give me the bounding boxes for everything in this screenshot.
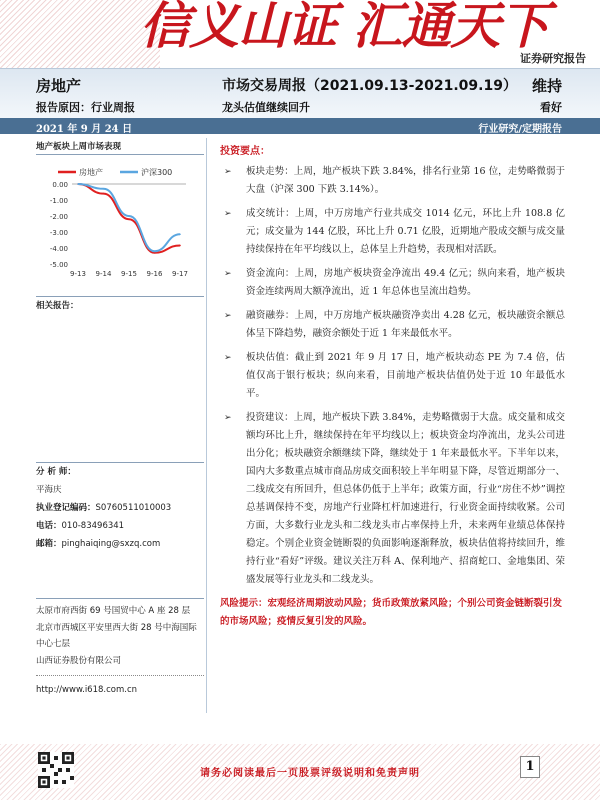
data-point (103, 188, 105, 190)
disclaimer-notice: 请务必阅读最后一页股票评级说明和免责声明 (200, 768, 420, 779)
line-chart-svg (36, 152, 196, 282)
column-divider (206, 138, 207, 713)
analyst-heading: 分 析 师： (36, 467, 76, 477)
company-name: 山西证券股份有限公司 (36, 655, 122, 666)
x-tick-label: 9-17 (172, 270, 188, 278)
legend-label: 房地产 (79, 168, 103, 177)
related-heading: 相关报告： (36, 301, 79, 311)
arrow-bullet-icon: ➢ (224, 353, 232, 363)
header-banner (0, 0, 600, 68)
data-point (154, 250, 156, 252)
company-website[interactable]: http://www.i618.com.cn (36, 685, 138, 695)
bullet-volume (220, 205, 565, 259)
report-type-label: 证券研究报告 (520, 52, 586, 65)
analyst-info (36, 462, 204, 553)
data-point (77, 183, 79, 185)
report-date: 2021 年 9 月 24 日 (36, 124, 133, 135)
risk-label: 风险提示： (220, 598, 268, 609)
series-line (78, 184, 180, 251)
y-tick-label: 0.00 (52, 181, 68, 189)
bullet-valuation (220, 349, 565, 403)
risk-warning (220, 595, 565, 631)
y-tick-label: -3.00 (49, 229, 68, 237)
series-line (78, 184, 180, 253)
x-tick-label: 9-13 (70, 270, 86, 278)
arrow-bullet-icon: ➢ (224, 167, 232, 177)
divider (36, 598, 204, 599)
phone-value: 010-83496341 (61, 521, 125, 531)
cert-line (36, 499, 204, 517)
phone-line (36, 517, 204, 535)
arrow-bullet-icon: ➢ (224, 209, 232, 219)
cert-value: S0760511010003 (95, 503, 172, 513)
banner-pattern (0, 0, 160, 68)
qr-code-icon (38, 752, 74, 788)
bullet-recommendation (220, 409, 565, 589)
report-title: 市场交易周报（2021.09.13-2021.09.19） (222, 78, 517, 94)
page-number: 1 (520, 756, 540, 778)
rating-value: 看好 (540, 101, 562, 114)
x-tick-label: 9-16 (146, 270, 163, 278)
bullet-text: 融资融券：上周，中万房地产板块融资净卖出 4.28 亿元，板块融资余额总体呈下降趋势，融资余额处于近 1 年来最低水平。 (246, 310, 565, 339)
email-label: 邮箱： (36, 539, 62, 549)
title-area (0, 68, 600, 118)
analyst-name: 平海庆 (36, 485, 62, 495)
legend-label: 沪深300 (141, 168, 173, 177)
chart-heading: 地产板块上周市场表现 (36, 142, 122, 152)
data-point (179, 245, 181, 247)
bullet-text: 资金流向：上周，房地产板块资金净流出 49.4 亿元；纵向来看，地产板块资金连续两周大额净流出，近 1 年总体也呈流出趋势。 (246, 268, 565, 297)
report-subtitle: 龙头估值继续回升 (222, 101, 310, 114)
report-category: 行业研究/定期报告 (478, 124, 562, 135)
market-performance-chart (36, 152, 196, 282)
arrow-bullet-icon: ➢ (224, 269, 232, 279)
company-address (36, 598, 204, 699)
bullet-text: 成交统计：上周，中万房地产行业共成交 1014 亿元，环比上升 108.8 亿元；成交量为 144 亿股，环比上升 0.71 亿股，近期地产股成交额与成交量持续保持在年平均线以上，总体呈上升趋势，表现相对活跃。 (246, 208, 565, 255)
address-beijing: 北京市西城区平安里西大街 28 号中海国际中心七层 (36, 622, 197, 649)
data-point (128, 218, 130, 220)
x-tick-label: 9-15 (121, 270, 137, 278)
footer (0, 744, 600, 800)
email-value[interactable]: pinghaiqing@sxzq.com (61, 539, 161, 549)
y-tick-label: -2.00 (49, 213, 68, 221)
bullet-text: 板块估值：截止到 2021 年 9 月 17 日，地产板块动态 PE 为 7.4 倍，估值仅高于银行板块；纵向来看，目前地产板块估值仍处于近 10 年最低水平。 (246, 352, 565, 399)
y-tick-label: -5.00 (49, 261, 68, 269)
arrow-bullet-icon: ➢ (224, 311, 232, 321)
address-taiyuan: 太原市府西街 69 号国贸中心 A 座 28 层 (36, 606, 191, 616)
brand-slogan: 信义山证 汇通天下 (140, 0, 549, 55)
section-title: 投资要点： (220, 146, 270, 157)
sector-name: 房地产 (36, 77, 82, 95)
x-tick-label: 9-14 (95, 270, 112, 278)
bullet-text: 投资建议：上周，地产板块下跌 3.84%，走势略微弱于大盘。成交量和成交额均环比上升，继续保持在年平均线以上；板块资金均净流出，龙头公司进出分化；板块融资余额继续下降，继续处于 1 年来最低水平。下半年以来，国内大多数重点城市商品房成交面积较上半年明显下降，尽管近期部分一、二线成交有所回升，但总体仍低于上半年；政策方面，行业“房住不炒”调控总基调保持不变，房地产行业降杠杆加速进行，行业资金面持续收紧。公司方面，大多数行业龙头和二线龙头市占率保持上升，未来两年业绩总体保持稳定。个别企业资金链断裂的负面影响逐渐释放，板块估值将持续回升，维持行业“看好”评级。建议关注万科 A、保利地产、招商蛇口、金地集团、荣盛发展等行业龙头和二线龙头。 (246, 412, 565, 585)
data-point (154, 252, 156, 254)
bullet-text: 板块走势：上周，地产板块下跌 3.84%，排名行业第 16 位，走势略微弱于大盘（沪深 300 下跌 3.14%）。 (246, 166, 565, 195)
bullet-fund-flow (220, 265, 565, 301)
date-bar (0, 118, 600, 134)
report-reason: 报告原因：行业周报 (36, 101, 135, 114)
dotted-divider (36, 675, 204, 676)
email-line (36, 535, 204, 553)
cert-label: 执业登记编码： (36, 503, 96, 513)
bullet-trend (220, 163, 565, 199)
risk-text: 宏观经济周期波动风险；货币政策放紧风险；个别公司资金链断裂引发的市场风险；疫情反复引发的风险。 (220, 598, 563, 627)
arrow-bullet-icon: ➢ (224, 413, 232, 423)
data-point (103, 193, 105, 195)
y-tick-label: -4.00 (49, 245, 68, 253)
related-reports (36, 296, 204, 313)
phone-label: 电话： (36, 521, 62, 531)
y-tick-label: -1.00 (49, 197, 68, 205)
data-point (179, 233, 181, 235)
rating-action: 维持 (531, 77, 562, 95)
bullet-margin (220, 307, 565, 343)
investment-highlights (220, 142, 565, 631)
data-point (128, 215, 130, 217)
